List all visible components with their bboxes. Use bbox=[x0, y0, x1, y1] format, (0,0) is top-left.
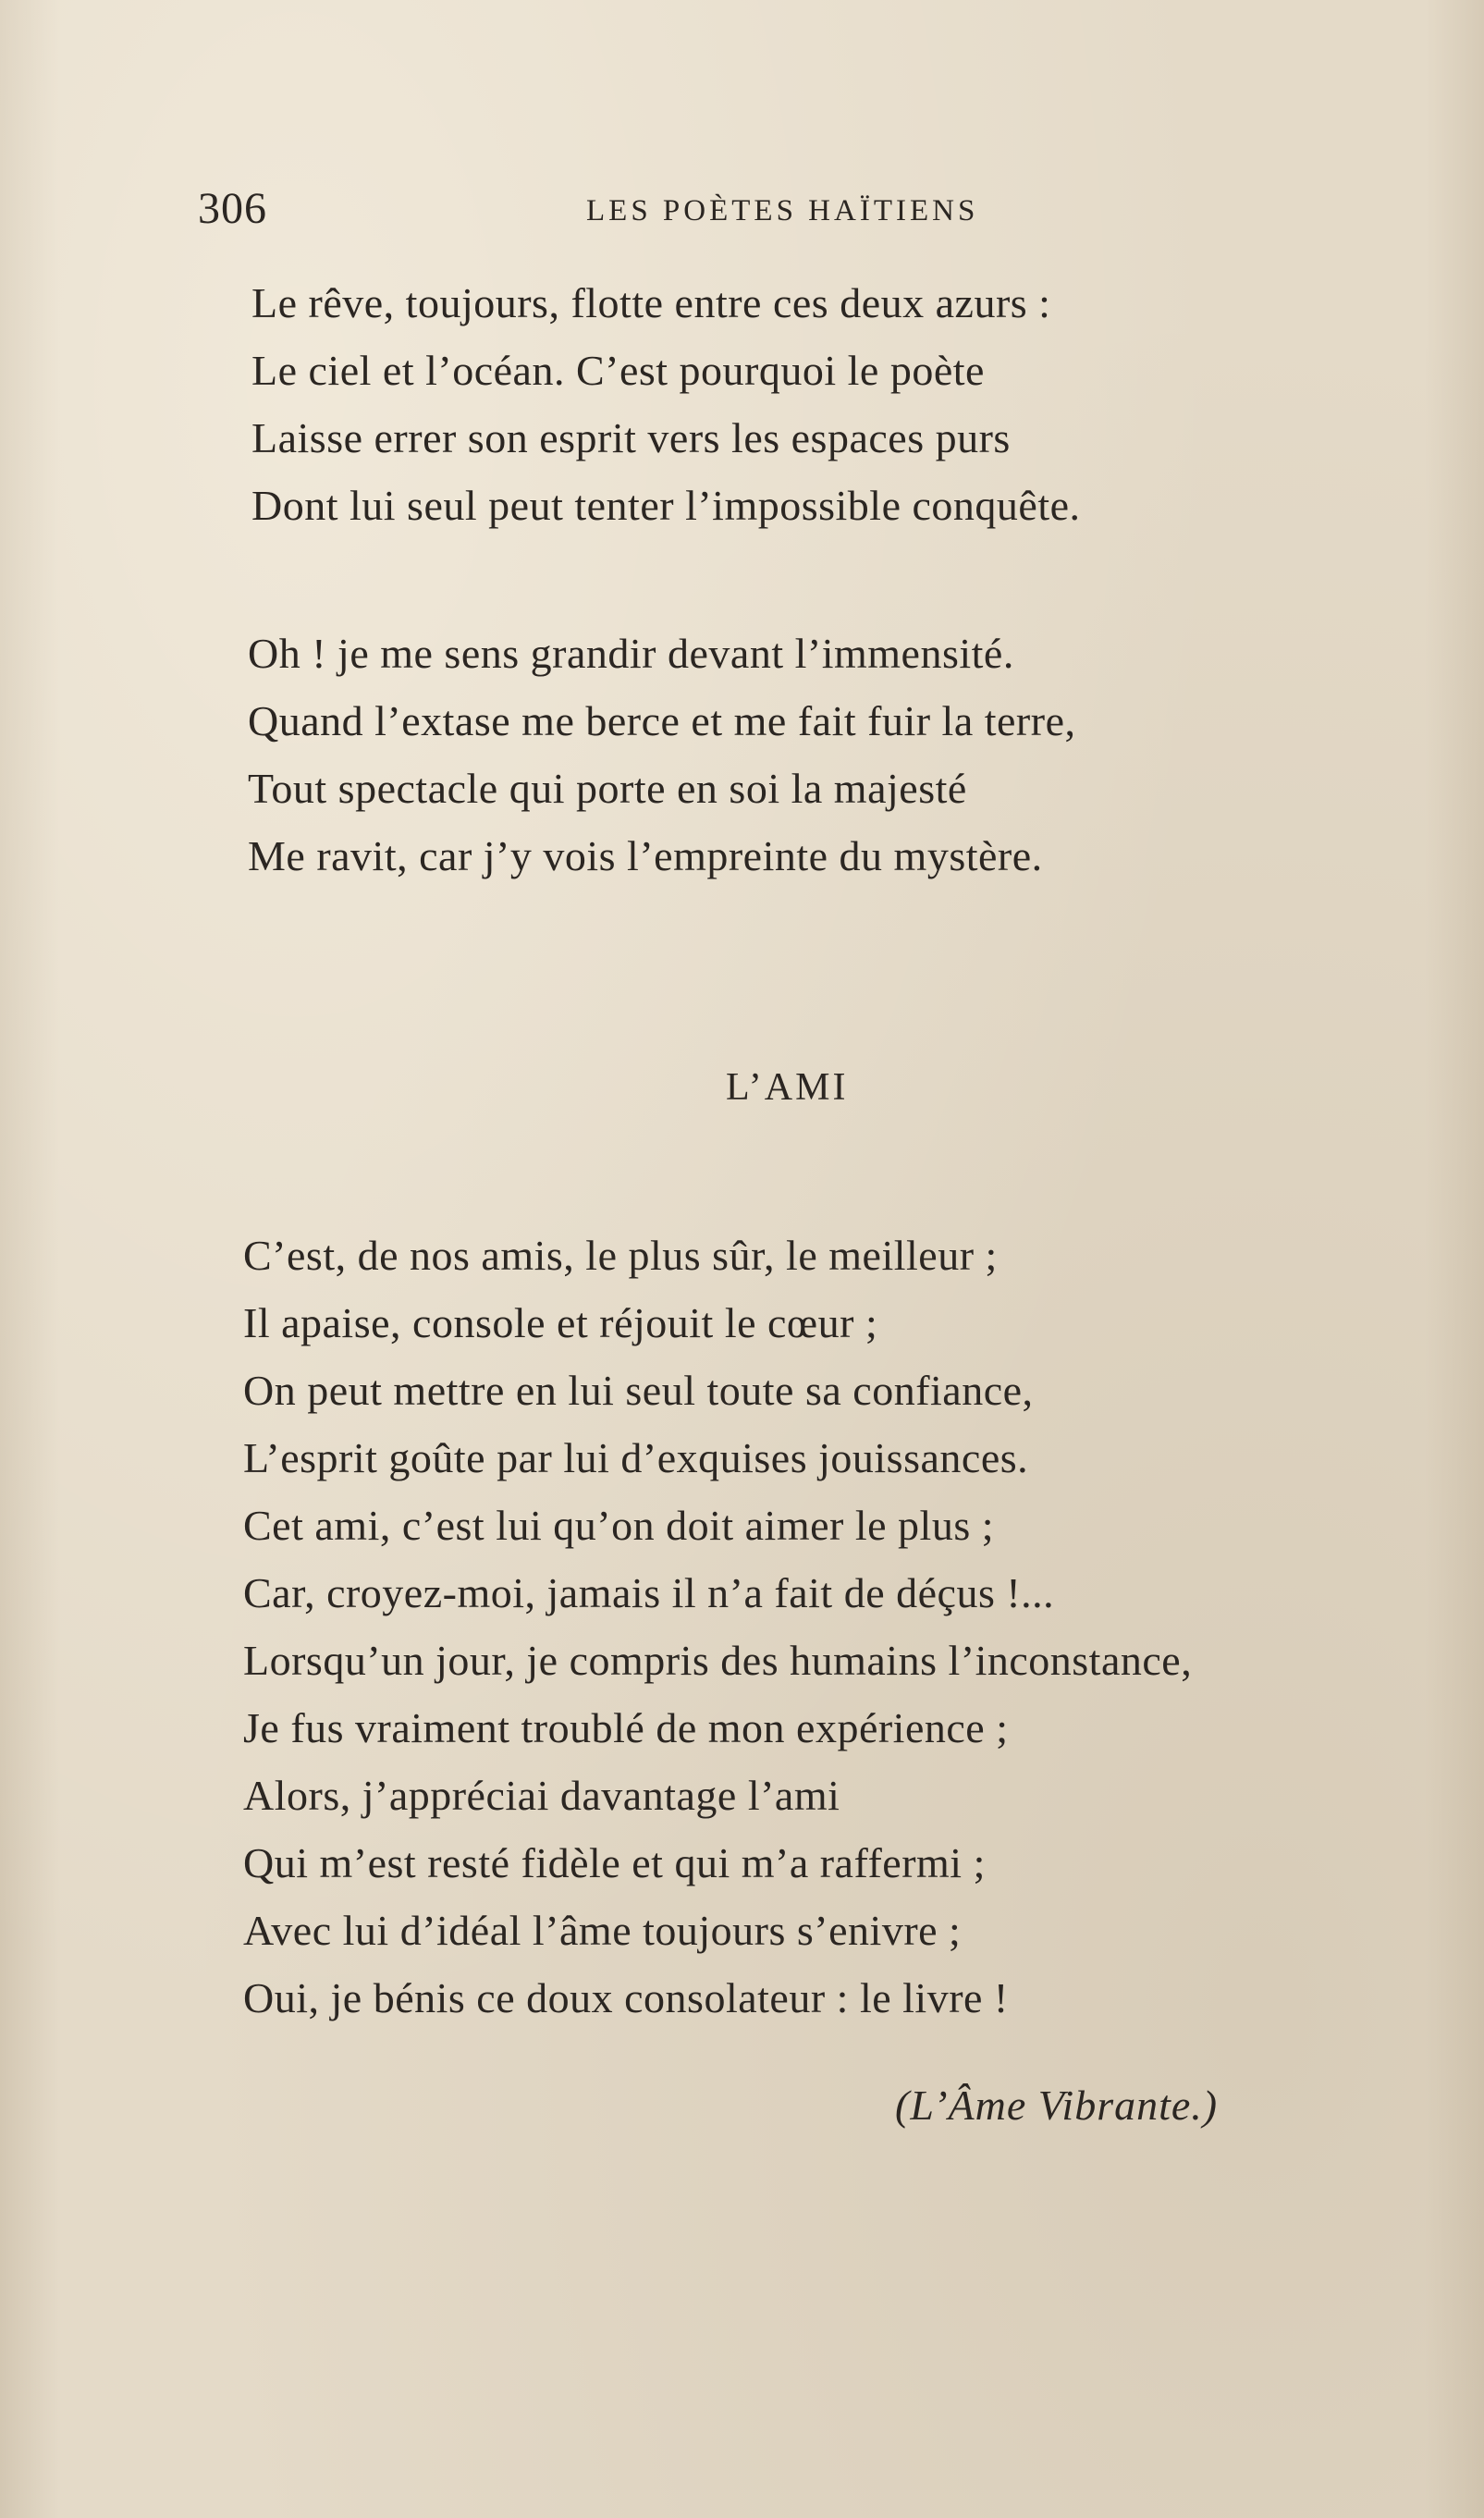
verse-line: Le rêve, toujours, flotte entre ces deux azurs : bbox=[251, 279, 1051, 326]
verse-line: Qui m’est resté fidèle et qui m’a raffermi ; bbox=[243, 1839, 986, 1886]
verse-line: L’esprit goûte par lui d’exquises jouissances. bbox=[243, 1434, 1029, 1481]
verse-line: Cet ami, c’est lui qu’on doit aimer le plus ; bbox=[243, 1502, 995, 1549]
verse-line: Dont lui seul peut tenter l’impossible conquête. bbox=[251, 482, 1081, 529]
verse-line: Tout spectacle qui porte en soi la majesté bbox=[248, 765, 967, 812]
verse-line: Lorsqu’un jour, je compris des humains l’inconstance, bbox=[243, 1637, 1193, 1684]
verse-line: C’est, de nos amis, le plus sûr, le meilleur ; bbox=[243, 1232, 998, 1279]
poem-title: L’AMI bbox=[726, 1066, 849, 1109]
verse-line: Il apaise, console et réjouit le cœur ; bbox=[243, 1299, 878, 1346]
verse-line: Oui, je bénis ce doux consolateur : le livre ! bbox=[243, 1974, 1009, 2021]
verse-line: Le ciel et l’océan. C’est pourquoi le poète bbox=[251, 347, 985, 394]
poem-attribution: (L’Âme Vibrante.) bbox=[895, 2082, 1219, 2129]
verse-line: Laisse errer son esprit vers les espaces purs bbox=[251, 414, 1011, 461]
verse-line: Car, croyez-moi, jamais il n’a fait de déçus !... bbox=[243, 1569, 1055, 1616]
verse-line: Alors, j’appréciai davantage l’ami bbox=[243, 1772, 840, 1819]
verse-line: Oh ! je me sens grandir devant l’immensité. bbox=[248, 630, 1014, 677]
running-title: LES POÈTES HAÏTIENS bbox=[586, 194, 979, 227]
verse-line: Avec lui d’idéal l’âme toujours s’enivre ; bbox=[243, 1907, 962, 1954]
page-number: 306 bbox=[198, 184, 267, 233]
verse-line: On peut mettre en lui seul toute sa confiance, bbox=[243, 1367, 1034, 1414]
verse-line: Quand l’extase me berce et me fait fuir la terre, bbox=[248, 697, 1076, 744]
verse-line: Me ravit, car j’y vois l’empreinte du mystère. bbox=[248, 832, 1043, 879]
verse-line: Je fus vraiment troublé de mon expérience ; bbox=[243, 1704, 1009, 1751]
running-header bbox=[0, 183, 1484, 248]
